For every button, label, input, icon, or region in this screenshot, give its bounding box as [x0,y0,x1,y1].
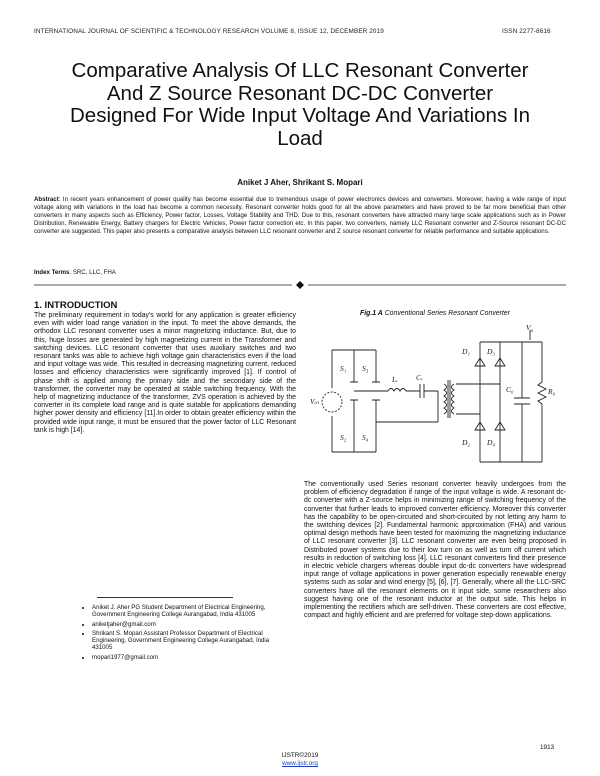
paper-title [30,60,570,150]
s4-label: S₄ [362,433,369,442]
ro-label: R₀ [548,387,556,396]
index-terms [34,269,116,276]
circuit-diagram [304,322,566,472]
title-line: Load [277,126,323,150]
d1-label: D₁ [462,347,471,356]
abstract [34,196,566,236]
cr-label: Cᵣ [416,373,423,382]
intro-column-right: The conventionally used Series resonant converter heavily undergoes from the problem of efficiency degradation if range of the input voltage is wide. A resonant dc-dc converter with a Z-source helps in minimizing range of switching frequency of the converter that further leads to improved converter efficiency. Moreover this converter has the capability to be open-circuited and short-circuited by not letting any harm to the switching devices [2]. Fundamental harmonic approximation (FHA) and various optimal design methods have been tested for maximizing the magnetizing inductance of LLC resonant converter [3]. LLC resonant converter are even being proposed in Distributed power systems due to their low turn on as well as turn off current which results in reduction of switching loss [4]. LLC resonant converters find their presence in electric vehicle chargers whereas double input dc-dc converters have widespread input range of voltage applications in power generation especially renewable energy systems such as solar and wind energy [5], [6], [7]. Generally, where all the LLC-SRC converters have all the resonant elements on it input side, some researchers also suggest having one of the resonant inductor at the output side. This helps in implementing the rectifiers which are self-driven. These converters are cost effective, compact and highly efficient and are preferred for voltage step-down applications. [304,481,566,620]
vo-label: $V_o$ [526,323,534,334]
intro-column-left: The preliminary requirement in today's world for any application is greater efficiency even with wider load range variation in the input. To meet the above demands, the orthodox LLC resonant converter uses a minor magnetizing inductance. But, due to this, huge losses are generated by high magnetizing current in the Transformer and switching devices. LLC resonant converter that uses auxiliary switches and two resonant tanks was able to achieve high voltage gain characteristics even if the load and input voltage was wide. This resulted in decreasing magnetizing current, reduced losses and efficiency characteristics were significantly improved [1]. If control of phase shift is applied among the primary side and the secondary side of the transformer, the converter may be operated at stable switching frequency. With the help of magnetizing inductance of the transformer, ZVS operation is achieved by the converter in its complete load range and is quite suitable for applications demanding higher power density and efficiency [11].In order to obtain greater efficiency within the provided wide input range, it must be ensured that the power factor of LLC Resonant tank is high [14]. [34,312,296,434]
footnote-item: • mopari1977@gmail.com [92,654,290,661]
lr-label: Lᵣ [392,375,399,384]
figure-label: Fig.1 A [360,310,383,317]
d3-label: D₃ [487,347,496,356]
index-terms-label: Index Terms [34,269,70,276]
authors: Aniket J Aher, Shrikant S. Mopari [237,178,363,187]
footnote-item: • aniketjaher@gmail.com [92,621,290,628]
title-line: Comparative Analysis Of LLC Resonant Converter [71,59,529,82]
section-heading: 1. INTRODUCTION [34,300,118,311]
section-divider [34,281,566,289]
figure-caption [304,310,566,317]
footer-url-link[interactable]: www.ijstr.org [282,760,318,767]
vin-label: Vᵢₙ [310,397,319,406]
s2-label: S₂ [340,433,347,442]
s3-label: S₃ [362,364,369,373]
footnote-item: • Aniket J. Aher PG Student Department of Electrical Engineering, Government Engineering College Aurangabad, India 431005 [92,604,290,619]
page-number: 1913 [540,744,555,751]
d2-label: D₂ [462,438,471,447]
figure-caption-text: Conventional Series Resonant Converter [382,310,510,317]
author-footnotes [80,604,290,663]
journal-header: INTERNATIONAL JOURNAL OF SCIENTIFIC & TECHNOLOGY RESEARCH VOLUME 8, ISSUE 12, DECEMBER 2019 [34,28,384,35]
footnote-item: • Shrikant S. Mopari Assistant Professor Department of Electrical Engineering, Government Engineering College Aurangabad, India 431005 [92,630,290,652]
abstract-label: Abstract [34,196,59,203]
co-label: C₀ [506,385,514,394]
footnote-divider [97,597,233,598]
title-line: And Z Source Resonant DC-DC Converter [106,81,494,105]
footer-url-wrap [0,760,600,767]
s1-label: S₁ [340,364,347,373]
issn-label: ISSN 2277-8616 [502,28,551,35]
abstract-text: : In recent years enhancement of power quality has become essential due to tremendous usage of power electronics devices and converters. Moreover, having a wide range of input voltage along with variations in the load has become a common necessity. Resonant converter holds good for all the above parameters and have proved to be far more beneficial than other converters in many aspects such as Efficiency, Power factor, Losses, Voltage Stability and THD. Due to this, resonant converters have attracted many large scale applications such as in Power Distribution, Renewable Energy, Battery chargers for Electric Vehicles, Power factor correction etc. In this paper, two converters, namely LLC Resonant converter and Z-Source resonant DC-DC converter are suggested. This paper also presents a comparative analysis between LLC resonant converter and Z source resonant converter for reliable performance and suitable applications. [34,196,566,235]
title-line: Designed For Wide Input Voltage And Variations In [69,104,530,127]
index-terms-text: : SRC, LLC, FHA [69,269,116,276]
d4-label: D₄ [487,438,496,447]
footer-journal-code: IJSTR©2019 [281,752,319,759]
